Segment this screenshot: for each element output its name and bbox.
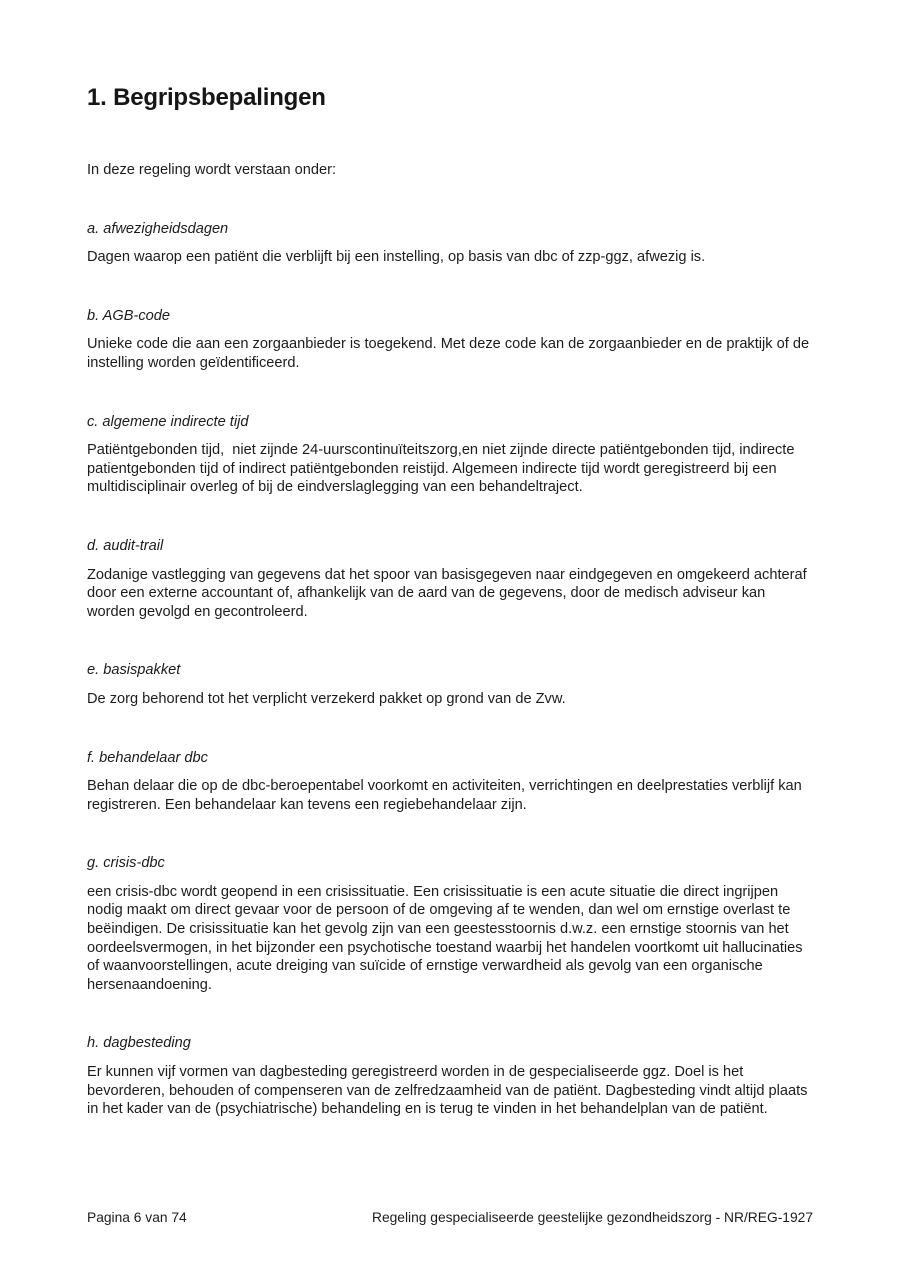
definition-item-f — [87, 749, 813, 815]
definition-item-h — [87, 1034, 813, 1118]
definition-term: c. algemene indirecte tijd — [87, 413, 249, 430]
definition-term: g. crisis-dbc — [87, 855, 165, 872]
definition-term: a. afwezigheidsdagen — [87, 220, 229, 237]
definition-text: Patiëntgebonden tijd, niet zijnde 24-uurscontinuïteitszorg,en niet zijnde directe patiëntgebonden tijd, indirecte patientgebonden tijd of indirect patiëntgebonden reistijd. Algemeen indirecte tijd wordt geregistreerd bij een multidisciplinair overleg of bij de eindverslaglegging van een behandeltraject. — [87, 442, 799, 496]
definition-item-c — [87, 413, 813, 497]
definition-item-g — [87, 854, 813, 994]
definition-item-d — [87, 537, 813, 621]
definition-text: Unieke code die aan een zorgaanbieder is toegekend. Met deze code kan de zorgaanbieder en de praktijk of de instelling worden geïdentificeerd. — [87, 336, 814, 371]
definition-text: een crisis-dbc wordt geopend in een crisissituatie. Een crisissituatie is een acute situatie die direct ingrijpen nodig maakt om direct gevaar voor de persoon of de omgeving af te wenden, dan wel om ernstige overlast te beëindigen. De crisissituatie kan het gevolg zijn van een geestesstoornis d.w.z. een ernstige stoornis van het oordeelsvermogen, in het bijzonder een psychotische toestand waarbij het handelen voortkomt uit hallucinaties of waanvoorstellingen, acute dreiging van suïcide of ernstige verwardheid als gevolg van een organische hersenaandoening. — [87, 883, 807, 993]
definition-text: De zorg behorend tot het verplicht verzekerd pakket op grond van de Zvw. — [87, 690, 566, 707]
definition-term: e. basispakket — [87, 662, 181, 679]
page-title: 1. Begripsbepalingen — [87, 84, 326, 111]
definition-item-a — [87, 220, 813, 267]
definition-text: Er kunnen vijf vormen van dagbesteding geregistreerd worden in de gespecialiseerde ggz. Doel is het bevorderen, behouden of compenseren van de zelfredzaamheid van de patiënt. Dagbesteding vindt altijd plaats in het kader van de (psychiatrische) behandeling en is terug te vinden in het behandelplan van de patiënt. — [87, 1064, 812, 1118]
definition-text: Dagen waarop een patiënt die verblijft bij een instelling, op basis van dbc of zzp-ggz, afwezig is. — [87, 249, 706, 266]
footer-document-title: Regeling gespecialiseerde geestelijke gezondheidszorg - NR/REG-1927 — [372, 1210, 813, 1225]
definition-item-b — [87, 307, 813, 373]
intro-text: In deze regeling wordt verstaan onder: — [87, 162, 337, 178]
definition-term: f. behandelaar dbc — [87, 749, 208, 766]
definition-text: Behan delaar die op de dbc-beroepentabel voorkomt en activiteiten, verrichtingen en deelprestaties verblijf kan registreren. Een behandelaar kan tevens een regiebehandelaar zijn. — [87, 778, 806, 813]
definition-term: d. audit-trail — [87, 537, 164, 554]
footer-page-number: Pagina 6 van 74 — [87, 1210, 187, 1225]
definition-term: b. AGB-code — [87, 307, 171, 324]
page-footer — [87, 1209, 813, 1227]
definition-term: h. dagbesteding — [87, 1035, 191, 1052]
definition-text: Zodanige vastlegging van gegevens dat het spoor van basisgegeven naar eindgegeven en omgekeerd achteraf door een externe accountant of, afhankelijk van de aard van de gegevens, door de medisch adviseur kan worden gevolgd en gecontroleerd. — [87, 566, 811, 620]
definition-item-e — [87, 661, 813, 708]
